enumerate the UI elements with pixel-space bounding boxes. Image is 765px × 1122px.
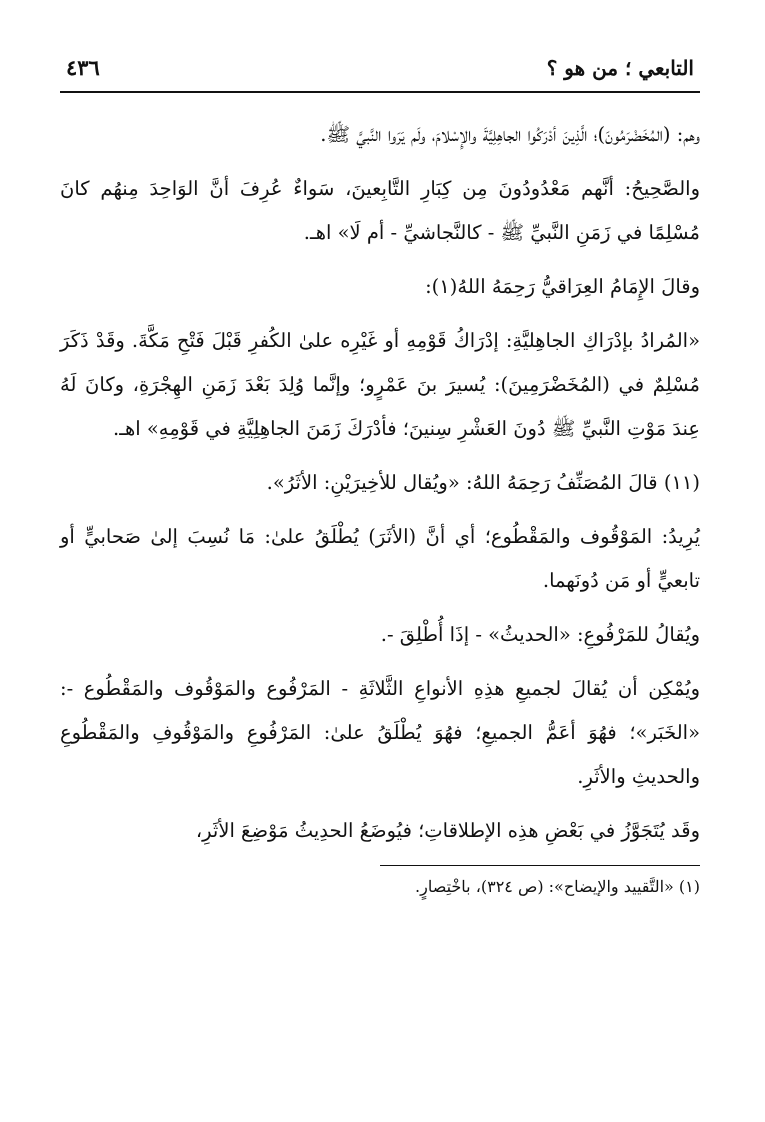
paragraph: ويُمْكِن أن يُقالَ لجميعِ هذِهِ الأنواعِ الثَّلاثَةِ - المَرْفُوع والمَوْقُوف والمَقْطُوع -: «الخَبَر»؛ فهُوَ أعَمُّ الجميعِ؛ فهُوَ يُطْلَقُ علىٰ: المَرْفُوعِ والمَوْقُوفِ والمَقْطُوعِ والحديثِ والأثَرِ. bbox=[60, 677, 700, 788]
paragraph: والصَّحِيحُ: أنَّهم مَعْدُودُونَ مِن كِبَارِ التَّابِعينَ، سَواءٌ عُرِفَ أنَّ الوَاحِدَ مِنهُم كانَ مُسْلِمًا في زَمَنِ النَّبيِّ ﷺ - كالنَّجاشيِّ - أم لَا» اهـ. bbox=[60, 177, 700, 244]
paragraph: يُرِيدُ: المَوْقُوف والمَقْطُوع؛ أي أنَّ (الأثَرَ) يُطْلَقُ علىٰ: مَا نُسِبَ إلىٰ صَحابيٍّ أو تابعيٍّ أو مَن دُونَهما. bbox=[60, 525, 700, 592]
paragraph: (١١) قالَ المُصَنِّفُ رَحِمَهُ اللهُ: «ويُقال للأخِيرَيْنِ: الأثَرُ». bbox=[266, 471, 700, 494]
book-page bbox=[60, 55, 700, 902]
paragraph: «المُرادُ بإدْرَاكِ الجاهِليَّةِ: إدْرَاكُ قَوْمِهِ أو غَيْرِه علىٰ الكُفرِ قَبْلَ فَتْحِ مَكَّةَ. وقَدْ ذَكَرَ مُسْلِمٌ في (المُخَضْرَمِينَ): يُسيرَ بنَ عَمْرٍو؛ وإنَّما وُلِدَ بَعْدَ زَمَنِ الهِجْرَةِ، وكانَ لَهُ عِندَ مَوْتِ النَّبيِّ ﷺ دُونَ العَشْرِ سِنينَ؛ فأدْرَكَ زَمَنَ الجاهِلِيَّةِ في قَوْمِهِ» اهـ. bbox=[60, 329, 700, 440]
footnote: (١) «التَّقييد والإيضاح»: (ص ٣٢٤)، باخْتِصارٍ. bbox=[415, 877, 700, 896]
running-title: التابعي ؛ من هو ؟ bbox=[546, 56, 694, 80]
paragraph: وقَد يُتَجَوَّزُ في بَعْضِ هذِه الإطلاقاتِ؛ فيُوضَعُ الحدِيثُ مَوْضِعَ الأثَرِ، bbox=[195, 819, 700, 842]
paragraph: ويُقالُ للمَرْفُوعِ: «الحديثُ» - إذَا أُطْلِقَ -. bbox=[380, 623, 700, 646]
page-number: ٤٣٦ bbox=[66, 55, 100, 80]
paragraph: وقالَ الإِمَامُ العِرَاقيُّ رَحِمَهُ اللهُ(١): bbox=[425, 275, 700, 298]
page-header bbox=[60, 55, 700, 93]
page-body bbox=[60, 113, 700, 853]
footnote-divider bbox=[380, 865, 700, 866]
paragraph: وهم: (المُخَضْرَمُونَ)؛ الَّذِينَ أدْرَكُوا الجاهِلِيَّةَ والإِسْلامَ، ولَم يَرَوا النَّبيَّ ﷺ. bbox=[320, 123, 700, 146]
